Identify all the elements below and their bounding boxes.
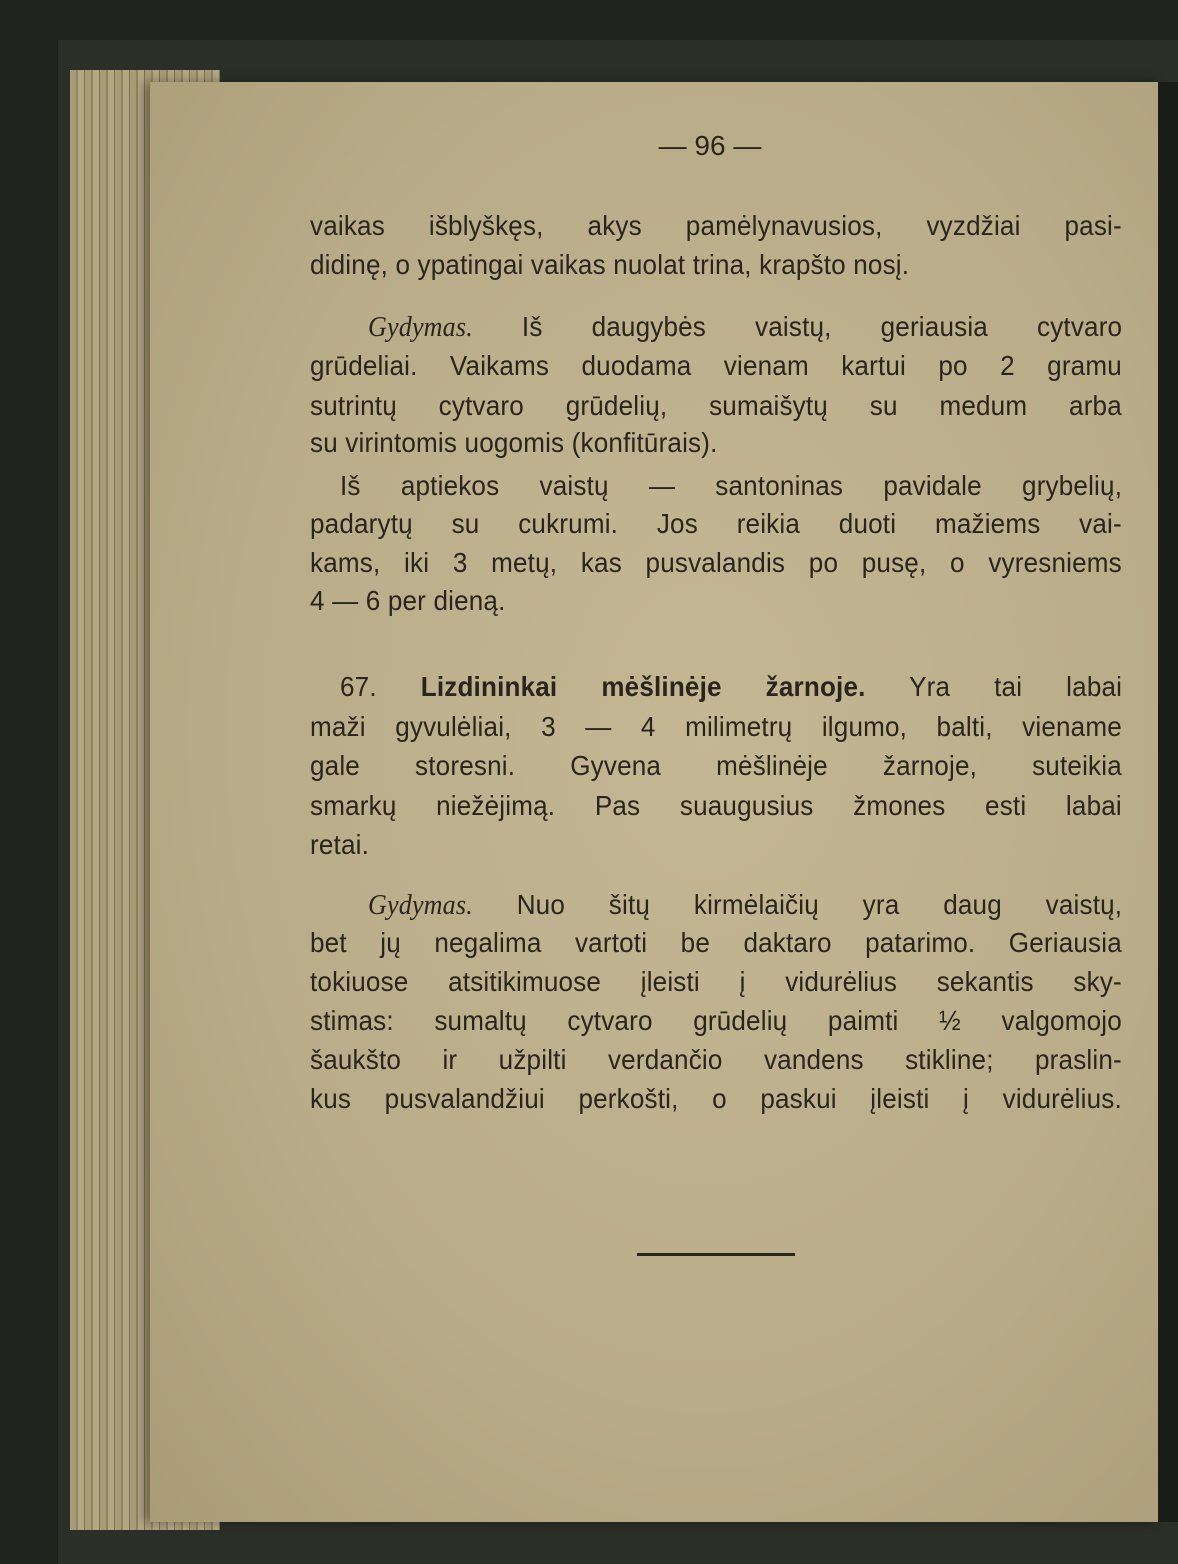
text-line: 4 — 6 per dieną. — [310, 585, 506, 616]
text-line: Iš aptiekos vaistų — santoninas pavidale grybelių, — [340, 470, 1123, 501]
text-line: tokiuose atsitikimuose įleisti į vidurėlius sekantis sky- — [310, 966, 1122, 997]
section-heading-line — [340, 671, 1122, 703]
text-line: bet jų negalima vartoti be daktaro patarimo. Geriausia — [310, 927, 1122, 958]
text-line: sutrintų cytvaro grūdelių, sumaišytų su medum arba — [310, 390, 1122, 421]
text-line: grūdeliai. Vaikams duodama vienam kartui po 2 gramu — [310, 350, 1122, 381]
text-line: retai. — [310, 829, 370, 860]
text-line: kus pusvalandžiui perkošti, o paskui įleisti į vidurėlius. — [310, 1083, 1122, 1114]
text-line: smarkų niežėjimą. Pas suaugusius žmones esti labai — [310, 790, 1122, 821]
book-binding-edge — [1158, 82, 1178, 1522]
gydymas-lead: Gydymas. — [368, 890, 473, 921]
text-line: stimas: sumaltų cytvaro grūdelių paimti ½ valgomojo — [310, 1005, 1122, 1036]
text-line: didinę, o ypatingai vaikas nuolat trina, krapšto nosį. — [310, 249, 910, 280]
text-span: Yra tai labai — [865, 671, 1123, 702]
text-line: su virintomis uogomis (konfitūrais). — [310, 427, 718, 458]
section-number: 67. — [340, 671, 377, 702]
text-line — [368, 889, 1122, 922]
text-line: maži gyvulėliai, 3 — 4 milimetrų ilgumo, balti, viename — [310, 711, 1122, 742]
text-line: kams, iki 3 metų, kas pusvalandis po pusę, o vyresniems — [310, 547, 1122, 578]
text-span: Iš daugybės vaistų, geriausia cytvaro — [472, 311, 1123, 342]
text-line: gale storesni. Gyvena mėšlinėje žarnoje, suteikia — [310, 750, 1122, 781]
text-line: padarytų su cukrumi. Jos reikia duoti mažiems vai- — [310, 508, 1122, 539]
gydymas-lead: Gydymas. — [368, 312, 473, 343]
page-number: — 96 — — [658, 130, 762, 161]
text-span: Nuo šitų kirmėlaičių yra daug vaistų, — [472, 889, 1123, 920]
text-line: vaikas išblyškęs, akys pamėlynavusios, vyzdžiai pasi- — [310, 210, 1122, 241]
text-line — [368, 311, 1122, 344]
section-title: Lizdininkai mėšlinėje žarnoje. — [420, 671, 866, 702]
text-line: šaukšto ir užpilti verdančio vandens stikline; praslin- — [310, 1044, 1122, 1075]
end-rule — [637, 1253, 795, 1256]
